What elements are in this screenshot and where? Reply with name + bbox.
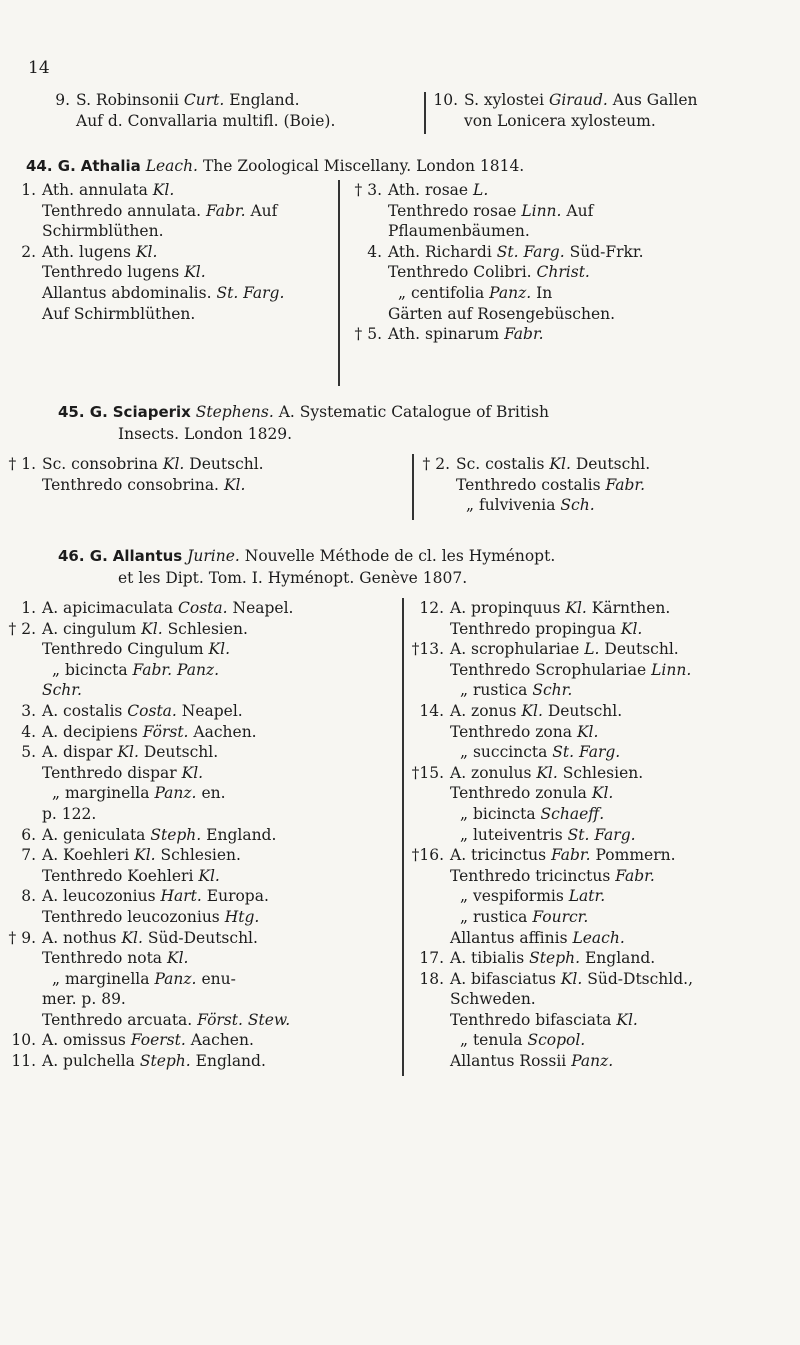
entry-text: Deutschl. <box>547 701 623 720</box>
entry-text: Sc. costalis <box>456 455 545 473</box>
genus-46-left <box>0 598 400 1072</box>
genus-46-right <box>410 598 795 1072</box>
entry-number: † 2. <box>422 455 450 473</box>
author-citation: Christ. <box>536 263 590 282</box>
entry-text: Aachen. <box>190 1031 254 1050</box>
entry-text: A. bifasciatus <box>450 969 556 988</box>
entry-text: Kärnthen. <box>591 599 671 617</box>
entry-line <box>346 304 796 325</box>
entry-line <box>420 454 790 475</box>
entry-line <box>410 845 795 866</box>
author-citation: Kl. <box>549 455 571 473</box>
author-citation: Steph. <box>150 825 202 844</box>
author-citation: Kl. <box>536 763 558 782</box>
author-citation: Kl. <box>121 928 143 947</box>
entry-line <box>0 928 400 949</box>
entry-text: A. costalis <box>42 701 123 720</box>
entry-text: In <box>536 283 553 302</box>
author-citation: Giraud. <box>548 91 608 109</box>
entry-text: „ fulvivenia <box>466 496 556 515</box>
entry-text: A. propinquus <box>450 599 561 617</box>
author-citation: Kl. <box>162 455 185 473</box>
author-citation: Costa. <box>127 701 177 720</box>
entry-text: A. omissus <box>42 1031 126 1050</box>
entry-text: en. <box>201 784 226 803</box>
entry-line <box>0 619 400 640</box>
entry-text: „ luteiventris <box>460 825 563 844</box>
entry-line <box>8 201 338 222</box>
entry-text: et les Dipt. Tom. I. Hyménopt. Genève 1807. <box>118 569 468 587</box>
entry-text: A. pulchella <box>42 1052 135 1071</box>
entry-line <box>8 242 338 263</box>
entry-text: Ath. spinarum <box>388 325 500 344</box>
author-citation: Costa. <box>178 599 228 617</box>
entry-text: Tenthredo Cingulum <box>42 640 204 659</box>
entry-text: Tenthredo bifasciata <box>450 1010 612 1029</box>
column-divider <box>424 92 426 134</box>
author-citation: Kl. <box>576 722 599 741</box>
entry-text: A. geniculata <box>42 825 146 844</box>
author-citation: Fabr. <box>206 201 246 220</box>
entry-text: 44. G. <box>26 157 76 175</box>
author-citation: Kl. <box>181 763 204 782</box>
genus-44-left <box>8 180 338 324</box>
author-citation: Fabr. <box>504 325 544 344</box>
entry-text: Tenthredo arcuata. <box>42 1010 193 1029</box>
entry-line <box>0 783 400 804</box>
entry-number: 18. <box>419 969 444 988</box>
entry-text: Auf <box>250 201 278 220</box>
entry-line <box>0 1010 400 1031</box>
entry-line <box>0 886 400 907</box>
entry-text: A. zonus <box>450 701 517 720</box>
entry-number: 7. <box>21 846 36 865</box>
entry-text: England. <box>229 91 300 109</box>
entry-text: Tenthredo zona <box>450 722 572 741</box>
entry-line <box>346 283 796 304</box>
entry-number: 17. <box>419 949 444 968</box>
entry-line <box>0 866 400 887</box>
entry-number: 3. <box>21 701 36 720</box>
author-citation: Kl. <box>565 599 587 617</box>
entry-line <box>48 90 418 111</box>
entry-text: 45. G. <box>58 403 108 421</box>
entry-number: † 9. <box>8 928 36 947</box>
author-citation: Kl. <box>152 181 175 199</box>
entry-number: 4. <box>367 242 382 261</box>
entry-line <box>8 304 338 325</box>
entry-text: Deutschl. <box>575 455 651 473</box>
entry-line <box>410 660 795 681</box>
entry-line <box>0 1051 400 1072</box>
entry-text: A. leucozonius <box>42 887 156 906</box>
genus-44-right <box>346 180 796 345</box>
entry-line <box>410 907 795 928</box>
entry-line <box>410 969 795 990</box>
entry-line <box>410 1051 795 1072</box>
entry-number: † 3. <box>354 181 382 199</box>
entry-text: England. <box>195 1052 266 1071</box>
entry-number: 1. <box>21 599 36 617</box>
entry-line <box>8 262 338 283</box>
entry-number: † 5. <box>354 325 382 344</box>
entry-text: Tenthredo Koehleri <box>42 866 194 885</box>
entry-line <box>0 701 400 722</box>
author-citation: Först. Stew. <box>197 1010 291 1029</box>
page-number: 14 <box>28 58 50 78</box>
author-citation: Kl. <box>167 949 189 968</box>
entry-text: A. cingulum <box>42 619 137 638</box>
entry-line <box>410 619 795 640</box>
author-citation: St. Farg. <box>567 825 636 844</box>
author-citation: Latr. <box>568 887 606 906</box>
author-citation: Panz. <box>154 969 197 988</box>
entry-text: „ marginella <box>52 969 150 988</box>
entry-text: Tenthredo costalis <box>456 475 601 494</box>
entry-line <box>410 598 795 619</box>
author-citation: Schr. <box>42 681 82 700</box>
genus-45-right <box>420 454 790 516</box>
author-citation: Steph. <box>139 1052 191 1071</box>
entry-line <box>0 907 400 928</box>
entry-text: Pflaumenbäumen. <box>388 222 530 241</box>
author-citation: Foerst. <box>130 1031 186 1050</box>
entry-number: 5. <box>21 743 36 762</box>
entry-text: von Lonicera xylosteum. <box>464 111 656 130</box>
entry-text: Tenthredo rosae <box>388 201 517 220</box>
entry-line <box>0 722 400 743</box>
entry-line <box>410 742 795 763</box>
author-citation: Scopol. <box>527 1031 586 1050</box>
author-citation: St. Farg. <box>216 283 285 302</box>
entry-text: Schlesien. <box>160 846 241 865</box>
entry-text: A. Systematic Catalogue of British <box>278 403 549 421</box>
genus-45-left <box>0 454 400 495</box>
author-citation: Kl. <box>521 701 543 720</box>
entry-line <box>48 111 418 132</box>
author-citation: Hart. <box>160 887 202 906</box>
entry-line <box>410 722 795 743</box>
entry-text: Aachen. <box>193 722 257 741</box>
author-citation: Fabr. <box>551 846 591 865</box>
entry-text: „ bicincta <box>52 660 128 679</box>
entry-text: A. nothus <box>42 928 117 947</box>
author-citation: Kl. <box>184 263 206 282</box>
author-citation: Schaeff. <box>540 804 605 823</box>
entry-line <box>410 701 795 722</box>
entry-text: Tenthredo lugens <box>42 263 180 282</box>
entry-line <box>0 1030 400 1051</box>
entry-text: Deutschl. <box>604 640 679 659</box>
entry-line <box>0 598 400 619</box>
entry-line <box>410 763 795 784</box>
author-citation: Panz. <box>489 283 532 302</box>
author-citation: St. Farg. <box>552 743 621 762</box>
top-block <box>0 90 800 134</box>
entry-line <box>0 948 400 969</box>
entry-number: †15. <box>411 763 444 782</box>
entry-text: The Zoological Miscellany. London 1814. <box>202 157 525 175</box>
entry-text: Tenthredo tricinctus <box>450 866 611 885</box>
author-citation: Linn. <box>521 201 562 220</box>
top-left-column <box>48 90 418 131</box>
author-citation: Curt. <box>183 91 225 109</box>
entry-text: 46. G. <box>58 547 108 565</box>
column-divider <box>402 598 404 1076</box>
entry-text: Sciaperix <box>112 403 191 421</box>
entry-line <box>0 454 400 475</box>
entry-line <box>346 180 796 201</box>
entry-line <box>8 283 338 304</box>
entry-text: Süd-Deutschl. <box>147 928 258 947</box>
entry-line <box>420 495 790 516</box>
entry-text: Allantus affinis <box>450 928 568 947</box>
entry-text: Süd-Dtschld., <box>587 969 694 988</box>
entry-number: 9. <box>55 91 70 109</box>
entry-text: Tenthredo zonula <box>450 784 587 803</box>
entry-text: A. dispar <box>42 743 113 762</box>
genus-heading-44 <box>26 156 524 177</box>
entry-text: Deutschl. <box>189 455 264 473</box>
author-citation: Fourcr. <box>532 907 589 926</box>
entry-text: Tenthredo leucozonius <box>42 907 220 926</box>
author-citation: L. <box>473 181 489 199</box>
entry-text: A. tibialis <box>450 949 525 968</box>
entry-text: Europa. <box>206 887 269 906</box>
entry-text: „ bicincta <box>460 804 536 823</box>
entry-text: Neapel. <box>232 599 294 617</box>
entry-line <box>410 1030 795 1051</box>
entry-line <box>346 324 796 345</box>
entry-number: 10. <box>11 1031 36 1050</box>
entry-line <box>410 886 795 907</box>
entry-line <box>0 969 400 990</box>
entry-line <box>420 475 790 496</box>
entry-text: „ tenula <box>460 1031 523 1050</box>
author-citation: Kl. <box>117 743 139 762</box>
entry-text: Tenthredo annulata. <box>42 201 202 220</box>
author-citation: Panz. <box>154 784 197 803</box>
entry-text: enu- <box>201 969 236 988</box>
entry-text: „ vespiformis <box>460 887 564 906</box>
entry-text: Tenthredo Scrophulariae <box>450 660 647 679</box>
entry-text: Tenthredo Colibri. <box>388 263 532 282</box>
entry-text: mer. p. 89. <box>42 990 126 1009</box>
entry-line <box>410 948 795 969</box>
author-citation: Först. <box>142 722 189 741</box>
author-citation: Steph. <box>529 949 581 968</box>
entry-text: England. <box>206 825 277 844</box>
entry-text: Insects. London 1829. <box>118 425 293 443</box>
author-citation: St. Farg. <box>496 242 565 261</box>
entry-line <box>410 866 795 887</box>
author-citation: Kl. <box>560 969 583 988</box>
author-citation: Kl. <box>223 475 246 494</box>
entry-line <box>0 763 400 784</box>
entry-number: 14. <box>419 701 444 720</box>
author-citation: Linn. <box>651 660 692 679</box>
author-citation: Leach. <box>145 157 198 175</box>
entry-line <box>346 221 796 242</box>
author-citation: Fabr. <box>605 475 646 494</box>
entry-number: 2. <box>21 242 36 261</box>
entry-text: Ath. lugens <box>42 242 131 261</box>
entry-text: S. xylostei <box>464 91 545 109</box>
entry-line <box>346 262 796 283</box>
author-citation: Htg. <box>224 907 260 926</box>
entry-line <box>410 639 795 660</box>
entry-line <box>0 475 400 496</box>
author-citation: Fabr. Panz. <box>132 660 220 679</box>
entry-text: Ath. rosae <box>388 181 469 199</box>
entry-number: 1. <box>21 181 36 199</box>
entry-text: Schirmblüthen. <box>42 222 164 241</box>
entry-text: Tenthredo dispar <box>42 763 177 782</box>
author-citation: Leach. <box>572 928 625 947</box>
entry-number: 4. <box>21 722 36 741</box>
column-divider <box>412 454 414 520</box>
entry-text: Aus Gallen <box>612 91 698 109</box>
entry-text: p. 122. <box>42 804 97 823</box>
entry-text: Nouvelle Méthode de cl. les Hyménopt. <box>244 547 556 565</box>
entry-text: „ centifolia <box>398 283 485 302</box>
entry-number: 11. <box>11 1052 36 1071</box>
entry-text: Auf <box>566 201 594 220</box>
entry-text: Tenthredo consobrina. <box>42 475 219 494</box>
entry-text: Tenthredo nota <box>42 949 163 968</box>
entry-line <box>432 90 792 111</box>
author-citation: Kl. <box>135 242 158 261</box>
entry-text: „ succincta <box>460 743 548 762</box>
entry-line <box>410 928 795 949</box>
entry-text: Ath. Richardi <box>388 242 492 261</box>
entry-text: „ rustica <box>460 907 528 926</box>
entry-text: Allantus abdominalis. <box>42 283 212 302</box>
entry-line <box>432 111 792 132</box>
entry-text: Deutschl. <box>143 743 219 762</box>
entry-number: 8. <box>21 887 36 906</box>
entry-text: „ marginella <box>52 784 150 803</box>
entry-line <box>346 242 796 263</box>
entry-text: Auf d. Convallaria multifl. (Boie). <box>76 111 336 130</box>
genus-heading-45-cont <box>118 424 292 445</box>
entry-number: 6. <box>21 825 36 844</box>
author-citation: Kl. <box>591 784 614 803</box>
entry-text: Auf Schirmblüthen. <box>42 304 196 323</box>
entry-line <box>0 742 400 763</box>
entry-text: A. Koehleri <box>42 846 130 865</box>
entry-number: †16. <box>411 846 444 865</box>
entry-text: Schlesien. <box>167 619 248 638</box>
entry-line <box>0 804 400 825</box>
entry-number: †13. <box>411 640 444 659</box>
entry-text: „ rustica <box>460 681 528 700</box>
author-citation: Kl. <box>141 619 163 638</box>
entry-text: Schlesien. <box>562 763 644 782</box>
entry-line <box>410 783 795 804</box>
author-citation: Kl. <box>198 866 220 885</box>
author-citation: Kl. <box>208 640 231 659</box>
entry-text: Tenthredo propingua <box>450 619 616 638</box>
entry-number: 10. <box>433 91 458 109</box>
entry-text: Pommern. <box>595 846 676 865</box>
entry-text: Süd-Frkr. <box>569 242 644 261</box>
author-citation: Panz. <box>571 1052 614 1071</box>
entry-text: Neapel. <box>181 701 243 720</box>
entry-text: A. scrophulariae <box>450 640 580 659</box>
genus-heading-45 <box>58 402 549 423</box>
entry-text: Ath. annulata <box>42 181 148 199</box>
author-citation: Kl. <box>134 846 156 865</box>
genus-heading-46 <box>58 546 555 567</box>
genus-heading-46-cont <box>118 568 467 589</box>
entry-line <box>410 825 795 846</box>
top-right-column <box>432 90 792 131</box>
author-citation: Fabr. <box>615 866 655 885</box>
author-citation: Jurine. <box>187 547 240 565</box>
author-citation: L. <box>584 640 600 659</box>
author-citation: Schr. <box>532 681 573 700</box>
entry-text: Schweden. <box>450 990 536 1009</box>
entry-line <box>346 201 796 222</box>
author-citation: Sch. <box>560 496 595 515</box>
entry-text: Allantus Rossii <box>450 1052 567 1071</box>
entry-text: A. apicimaculata <box>42 599 174 617</box>
entry-text: A. decipiens <box>42 722 138 741</box>
entry-line <box>0 845 400 866</box>
author-citation: Kl. <box>620 619 643 638</box>
entry-line <box>410 680 795 701</box>
column-divider <box>338 180 340 386</box>
entry-text: Allantus <box>112 547 183 565</box>
entry-text: Sc. consobrina <box>42 455 158 473</box>
entry-line <box>0 680 400 701</box>
entry-text: A. tricinctus <box>450 846 547 865</box>
entry-text: England. <box>584 949 656 968</box>
entry-line <box>410 1010 795 1031</box>
entry-text: S. Robinsonii <box>76 91 179 109</box>
entry-line <box>8 221 338 242</box>
entry-line <box>410 804 795 825</box>
entry-line <box>8 180 338 201</box>
entry-line <box>0 660 400 681</box>
author-citation: Kl. <box>616 1010 638 1029</box>
entry-line <box>0 639 400 660</box>
entry-text: Athalia <box>80 157 141 175</box>
entry-number: † 1. <box>8 455 36 473</box>
entry-number: † 2. <box>8 619 36 638</box>
entry-line <box>0 989 400 1010</box>
entry-number: 12. <box>419 599 444 617</box>
author-citation: Stephens. <box>195 403 274 421</box>
entry-text: Gärten auf Rosengebüschen. <box>388 304 616 323</box>
entry-line <box>410 989 795 1010</box>
entry-text: A. zonulus <box>450 763 532 782</box>
entry-line <box>0 825 400 846</box>
